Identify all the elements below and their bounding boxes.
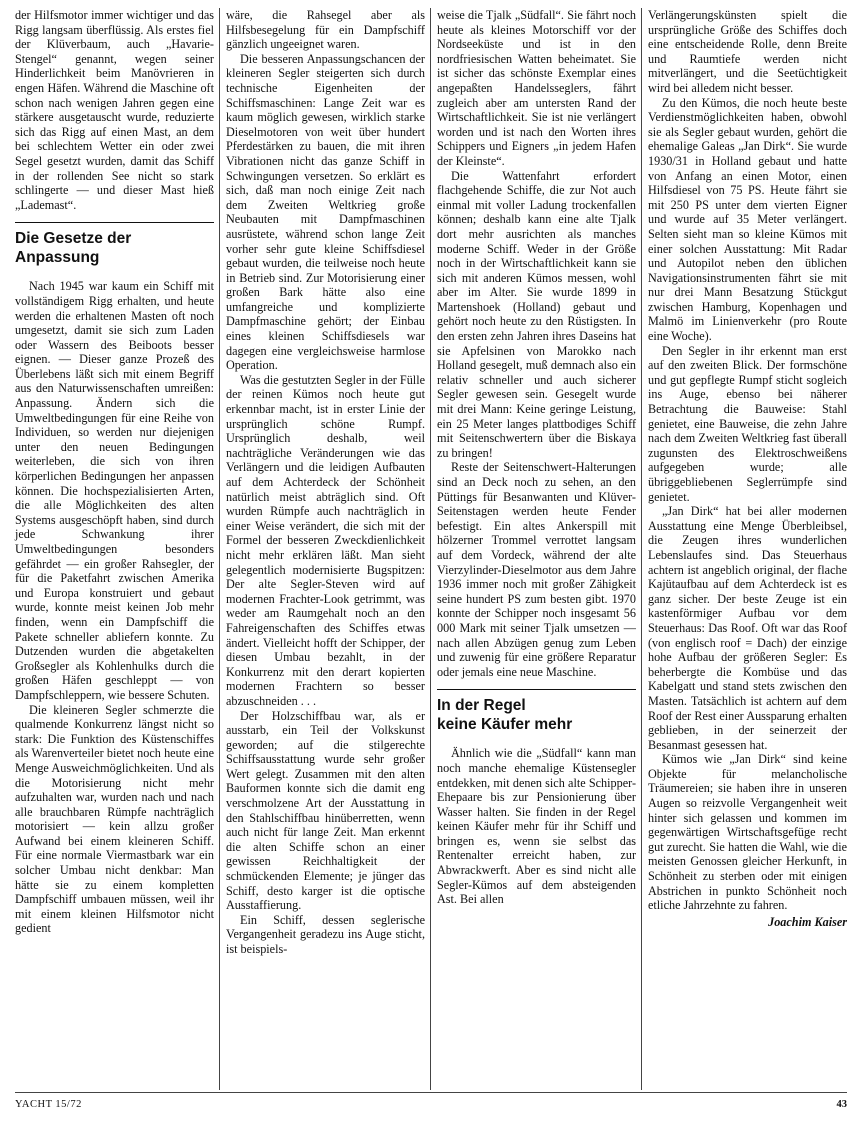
paragraph: der Hilfsmotor immer wichtiger und das Rigg langsam überflüssig. Als erstes fiel der Klüverbaum, auch „Havarie-Stengel“ genannt, wegen seiner Hinderlichkeit beim Manövrieren in engen Häfen. Während die Maschine oft schon nach wenigen Jahren gegen eine stärkere ausgetauscht wurde, reduzierte sich das Rigg auf einen Mast, an dem bei schlechtem Wetter ein oder zwei Segel gesetzt wurden, damit das Schiff in der rollenden See nicht so stark schlingerte — und dieser Mast hieß „Lademast“. bbox=[15, 8, 214, 212]
column-rule bbox=[219, 8, 220, 1090]
paragraph: Die kleineren Segler schmerzte die qualmende Konkurrenz längst nicht so stark: Die Funktion des Küstenschiffes als Warenverteiler bietet noch heute eine Menge Ausweichmöglichkeiten. Und als die Motorisierung nicht mehr aufzuhalten war, wurden nach und nach alle brauchbaren Rümpfe nachträglich motorisiert — kein allzu großer Aufwand bei einem kleineren Schiff. Für eine normale Viermastbark war ein solcher Umbau nicht denkbar: Man hätte sie zu einem kompletten Dampfschiff umbauen müssen, weil ihr mit einem kleinen Hilfsmotor nicht gedient bbox=[15, 702, 214, 936]
paragraph: Ähnlich wie die „Südfall“ kann man noch manche ehemalige Küstensegler entdekken, mit denen sich alte Schipper-Ehepaare bis zur Pensionierung über Wasser halten. Sie finden in der Regel keinen Käufer mehr für ihr Schiff und bringen es, wenn sie selbst das Rentenalter erreicht haben, zur Abwrackwerft. Aber es sind nicht alle Segler-Kümos auf dem absteigenden Ast. Bei allen bbox=[437, 746, 636, 907]
article-column-4 bbox=[648, 8, 847, 929]
paragraph: wäre, die Rahsegel aber als Hilfsbesegelung für ein Dampfschiff gänzlich ungeeignet waren. bbox=[226, 8, 425, 52]
paragraph: weise die Tjalk „Südfall“. Sie fährt noch heute als kleines Motorschiff vor der Nordseeküste und ist in den nordfriesischen Watten beheimatet. Sie ist sicher das schönste Exemplar eines angepaßten Handelsseglers, fährt zugleich aber am untersten Rand der Wirtschaftlichkeit. Sie ist nie verlängert worden und ist nach den Worten ihres Schippers und Eigners „in jedem Hafen der Kleinste“. bbox=[437, 8, 636, 168]
paragraph: Reste der Seitenschwert-Halterungen sind an Deck noch zu sehen, an den Püttings für Besanwanten und Klüver-Seitenstagen werden heute Fender befestigt. Ein altes Ankerspill mit hölzerner Trommel verrottet langsam auf dem Vordeck, während der alte Vierzylinder-Dieselmotor aus dem Jahre 1936 immer noch mit großer Zähigkeit seine hundert PS zum besten gibt. 1970 konnte der Schipper noch insgesamt 56 000 Mark mit seiner Tjalk umsetzen — nach allen Abzügen genug zum Leben und zuwenig für eine größere Reparatur oder jemals eine neue Maschine. bbox=[437, 460, 636, 679]
paragraph: „Jan Dirk“ hat bei aller modernen Ausstattung eine Menge Überbleibsel, die Zeugen ihres wunderlichen Lebenslaufes sind. Das Steuerhaus achtern ist angeblich original, der flache Kajütaufbau auf dem Achterdeck ist es ganz sicher. Der beste Zeuge ist ein kastenförmiger Aufbau vor dem Steuerhaus: Das Roof. Oft war das Roof (von englisch roof = Dach) der einzige hohe Aufbau der größeren Segler: Es beherbergte die Kombüse und das Kabelgatt und stand stets zwischen den Masten. Tatsächlich ist achtern auf dem Roof der Rest einer Aussparung erhalten geblieben, in der seinerzeit der Besanmast gesessen hat. bbox=[648, 504, 847, 752]
section-heading: Die Gesetze der Anpassung bbox=[15, 222, 214, 267]
article-column-2 bbox=[226, 8, 425, 957]
paragraph: Ein Schiff, dessen seglerische Vergangenheit geradezu ins Auge sticht, ist beispiels- bbox=[226, 912, 425, 956]
page-number: 43 bbox=[836, 1099, 847, 1110]
paragraph: Den Segler in ihr erkennt man erst auf den zweiten Blick. Der formschöne und gut gepflegte Rumpf sticht sogleich ins Auge, ebenso bei näherer Betrachtung die Bauweise: Stahl genietet, eine Bauweise, die zehn Jahre nach dem Zweiten Weltkrieg fast überall zugunsten des Elektroschweißens aufgegeben wurde; alle übriggebliebenen Seglerrümpfe sind genietet. bbox=[648, 343, 847, 504]
paragraph: Die Wattenfahrt erfordert flachgehende Schiffe, die zur Not auch einmal mit voller Ladung trockenfallen können; deshalb kann eine alte Tjalk dort mehr ausrichten als manches moderne Schiff. Weder in der Größe noch in der Wirtschaftlichkeit kann sie sich mit anderen Kümos messen, wohl aber im Alter. Sie wurde 1899 in Martenshoek (Holland) gebaut und gehört noch heute zu den Rüstigsten. In den ersten zehn Jahren ihres Daseins hat sie Apfelsinen von Marokko nach Holland gesegelt, muß demnach also ein relativ schneller und auch sicherer Segler gewesen sein. Gesegelt wurde mit drei Mann: Keine geringe Leistung, ein 25 Meter langes plattbodiges Schiff mit Seitenschwertern über die Biskaya zu bringen! bbox=[437, 168, 636, 460]
magazine-issue: YACHT 15/72 bbox=[15, 1099, 82, 1110]
paragraph: Nach 1945 war kaum ein Schiff mit vollständigem Rigg erhalten, und heute werden die erhaltenen Masten oft noch umgesetzt, damit sie sich zum Laden oder Wassern des Beiboots besser eignen. — Dieser ganze Prozeß des Überlebens läßt sich mit einem Begriff aus den Naturwissenschaften umreißen: Anpassung. Ändern sich die Umweltbedingungen für eine Reihe von Individuen, so werden nur diejenigen unter den neuen Bedingungen weiterleben, die sich von ihren körperlichen Bedingungen her anpassen können. Die hochspezialisierten Arten, die alle Möglichkeiten des alten Systems ausgeschöpft haben, sind durch jede Schwankung ihrer Umweltbedingungen besonders gefährdet — ein großer Rahsegler, der für die Paketfahrt zwischen Amerika und Europa konstruiert und gebaut wurde, konnte meist keinen Job mehr finden, wenn ein Dampfschiff die Pakete schneller abliefern konnte. Zu Dutzenden wurden die abgetakelten Großsegler als Kohlenhulks durch die großen Häfen geschleppt — von Dampfschleppern, wie bessere Schuten. bbox=[15, 279, 214, 702]
author-signature: Joachim Kaiser bbox=[768, 914, 847, 929]
paragraph: Kümos wie „Jan Dirk“ sind keine Objekte für melancholische Träumereien; sie haben ihre in unseren Augen so reizvolle Vergangenheit weit hinter sich gelassen und kommen im gegenwärtigen Wirtschaftsgefüge recht gut zurecht. Sie hatten die Wahl, wie die meisten Genossen gleicher Herkunft, in Schönheit zu sterben oder mit einigen Abstrichen in punkto Schönheit noch etliche Jahrzehnte zu fahren. bbox=[648, 752, 847, 913]
paragraph: Zu den Kümos, die noch heute beste Verdienstmöglichkeiten haben, obwohl sie als Segler gebaut wurden, gehört die ehemalige Galeas „Jan Dirk“. Sie wurde 1930/31 in Holland gebaut und hatte von Anfang an einen Motor, einen Hilfsdiesel von 75 PS. Heute fährt sie mit 250 PS unter dem vierten Eigner und wurde auf 35 Meter verlängert. Selten sieht man so kleine Kümos mit einer solchen Ausstattung: Mit Radar und Autopilot neben den üblichen Navigationsinstrumenten fährt sie mit nur drei Mann Besatzung Stückgut zwischen Hamburg, Kopenhagen und Malmö im Linienverkehr (pro Route eine Woche). bbox=[648, 95, 847, 344]
column-rule bbox=[430, 8, 431, 1090]
page-footer bbox=[15, 1092, 847, 1110]
paragraph: Was die gestutzten Segler in der Fülle der reinen Kümos noch heute gut erkennbar macht, ist in erster Linie der ursprünglich schöne Rumpf. Ursprünglich deshalb, weil nachträgliche Veränderungen wie das Verlängern und die leidigen Aufbauten auf dem Achterdeck der Schönheit natürlich meist abträglich sind. Oft wurden Rümpfe auch nachträglich in einer Weise verändert, die sich mit der Formel der besseren Zweckdienlichkeit nicht mehr erklären läßt. Man sieht gelegentlich modernisierte Bugspitzen: Der alte Segler-Steven wird auf modernen Frachter-Look getrimmt, was weder am Raumgehalt noch an den Fahreigenschaften des Schiffes etwas ändert. Vielleicht hofft der Schipper, der diesen Umbau bezahlt, in der Konkurrenz mit den derart kopierten modernen Frachtern so besser abzuschneiden . . . bbox=[226, 372, 425, 708]
section-heading: In der Regel keine Käufer mehr bbox=[437, 689, 636, 734]
column-rule bbox=[641, 8, 642, 1090]
paragraph: Verlängerungskünsten spielt die ursprüngliche Größe des Schiffes doch eine entscheidende Rolle, denn Breite und Raumtiefe werden nicht mitverlängert, und die Seetüchtigkeit wird bei alledem nicht besser. bbox=[648, 8, 847, 95]
article-column-1 bbox=[15, 8, 214, 936]
article-column-3 bbox=[437, 8, 636, 907]
paragraph: Der Holzschiffbau war, als er ausstarb, ein Teil der Volkskunst geworden; auf die stilgerechte Schiffsausstattung wurde sehr großer Wert gelegt. Zusammen mit den alten Bauformen konnte sich die damit eng verschmolzene Art der Ausstattung in den Stahlschiffbau hinüberretten, wenn auch nicht für lange Zeit. Man erkennt die alten Schiffe schon an einer gewissen Reichhaltigkeit der schmückenden Elemente; je jünger das Schiff, desto karger ist die optische Ausstaffierung. bbox=[226, 708, 425, 913]
paragraph: Die besseren Anpassungschancen der kleineren Segler steigerten sich durch technische Eigenheiten der Schiffsmaschinen: Lange Zeit war es kaum möglich gewesen, wirklich starke Dieselmotoren von weit über hundert Pferdestärken zu bauen, die mit ihren Vibrationen nicht das ganze Schiff in Schwingungen versetzen. So erklärt es sich, daß man noch einige Zeit nach dem Zweiten Weltkrieg große Neubauten mit Dampfmaschinen ausrüstete, während schon lange Zeit vorher sehr gute kleine Schiffsdiesel gebaut wurden, die teilweise noch heute in Betrieb sind. Zur Motorisierung einer großen Bark hätte also eine umfangreiche und komplizierte Dampfmaschine gehört; der Einbau eines kleinen Schiffsdiesels war dagegen eine vergleichsweise harmlose Operation. bbox=[226, 51, 425, 373]
